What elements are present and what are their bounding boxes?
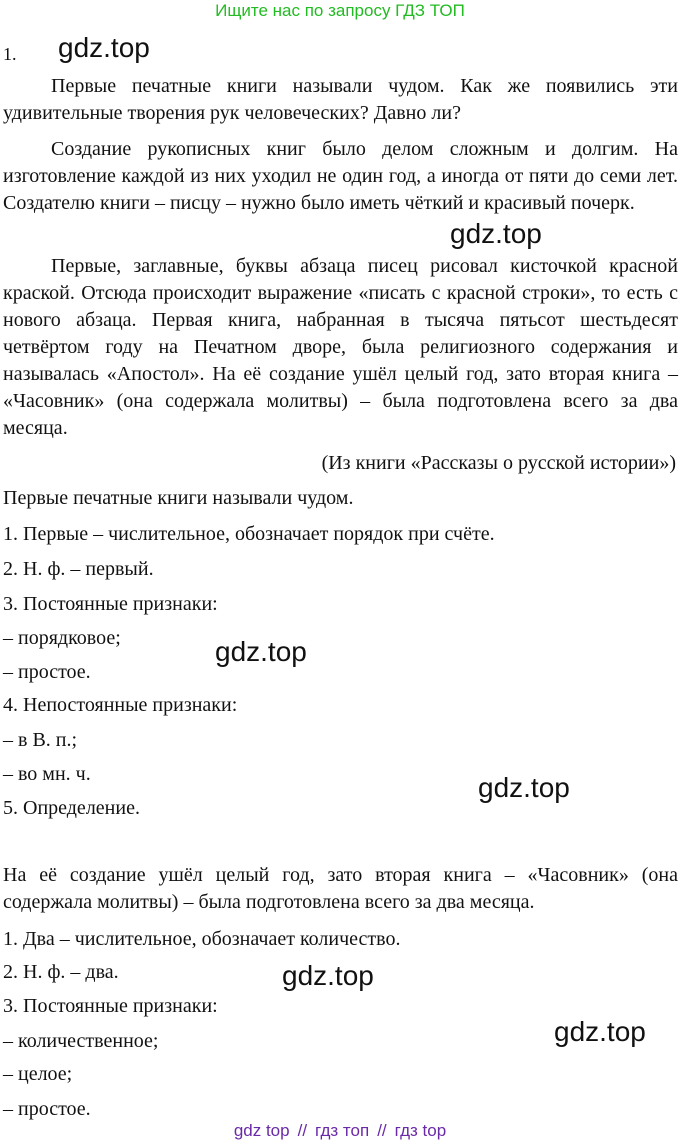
text-paragraph-1: Первые печатные книги называли чудом. Как же появились эти удивительные творения рук человеческих? Давно ли? <box>3 75 678 124</box>
watermark: gdz.top <box>450 218 542 249</box>
analysis-line: – целое; <box>3 1063 73 1085</box>
watermark: gdz.top <box>58 32 150 63</box>
text-paragraph-2: Создание рукописных книг было делом сложным и долгим. На изготовление каждой из них уходил не один год, а иногда от пяти до семи лет. Создателю книги – писцу – нужно было иметь чёткий и красивый почерк. <box>3 138 678 214</box>
search-banner[interactable]: Ищите нас по запросу ГДЗ ТОП <box>215 1 465 20</box>
footer-separator: // <box>377 1121 387 1140</box>
analysis-line: 3. Постоянные признаки: <box>3 995 218 1017</box>
watermark: gdz.top <box>215 636 307 667</box>
watermark: gdz.top <box>478 772 570 803</box>
footer-link[interactable]: gdz top <box>233 1121 290 1140</box>
analysis-line: – количественное; <box>3 1030 159 1052</box>
footer-link[interactable]: гдз top <box>394 1121 447 1140</box>
analysis-line: – порядковое; <box>3 627 121 649</box>
text-source: (Из книги «Рассказы о русской истории») <box>321 452 676 474</box>
analysis-line: 2. Н. ф. – два. <box>3 961 119 983</box>
analysis-line: – простое. <box>3 661 91 683</box>
analysis-sentence: Первые печатные книги называли чудом. <box>3 487 354 509</box>
analysis-line: 1. Два – числительное, обозначает количество. <box>3 928 401 950</box>
analysis-line: 2. Н. ф. – первый. <box>3 558 154 580</box>
analysis-line: 5. Определение. <box>3 797 140 819</box>
footer-link[interactable]: гдз топ <box>315 1121 370 1140</box>
analysis-sentence: На её создание ушёл целый год, зато вторая книга – «Часовник» (она содержала молитвы) – была подготовлена всего за два месяца. <box>3 864 678 913</box>
analysis-line: – в В. п.; <box>3 729 78 751</box>
analysis-line: 3. Постоянные признаки: <box>3 593 218 615</box>
analysis-line: – во мн. ч. <box>3 763 91 785</box>
footer <box>0 1121 680 1141</box>
watermark: gdz.top <box>282 960 374 991</box>
exercise-number: 1. <box>3 44 17 64</box>
text-paragraph-3: Первые, заглавные, буквы абзаца писец рисовал кисточкой красной краской. Отсюда происходит выражение «писать с красной строки», то есть с нового абзаца. Первая книга, набранная в тысяча пятьсот шестьдесят четвёртом году на Печатном дворе, была религиозного содержания и называлась «Апостол». На её создание ушёл целый год, зато вторая книга – «Часовник» (она содержала молитвы) – была подготовлена всего за два месяца. <box>3 255 678 439</box>
analysis-line: 1. Первые – числительное, обозначает порядок при счёте. <box>3 523 495 545</box>
footer-separator: // <box>297 1121 308 1140</box>
analysis-line: – простое. <box>3 1098 91 1120</box>
watermark: gdz.top <box>554 1016 646 1047</box>
analysis-line: 4. Непостоянные признаки: <box>3 694 238 716</box>
